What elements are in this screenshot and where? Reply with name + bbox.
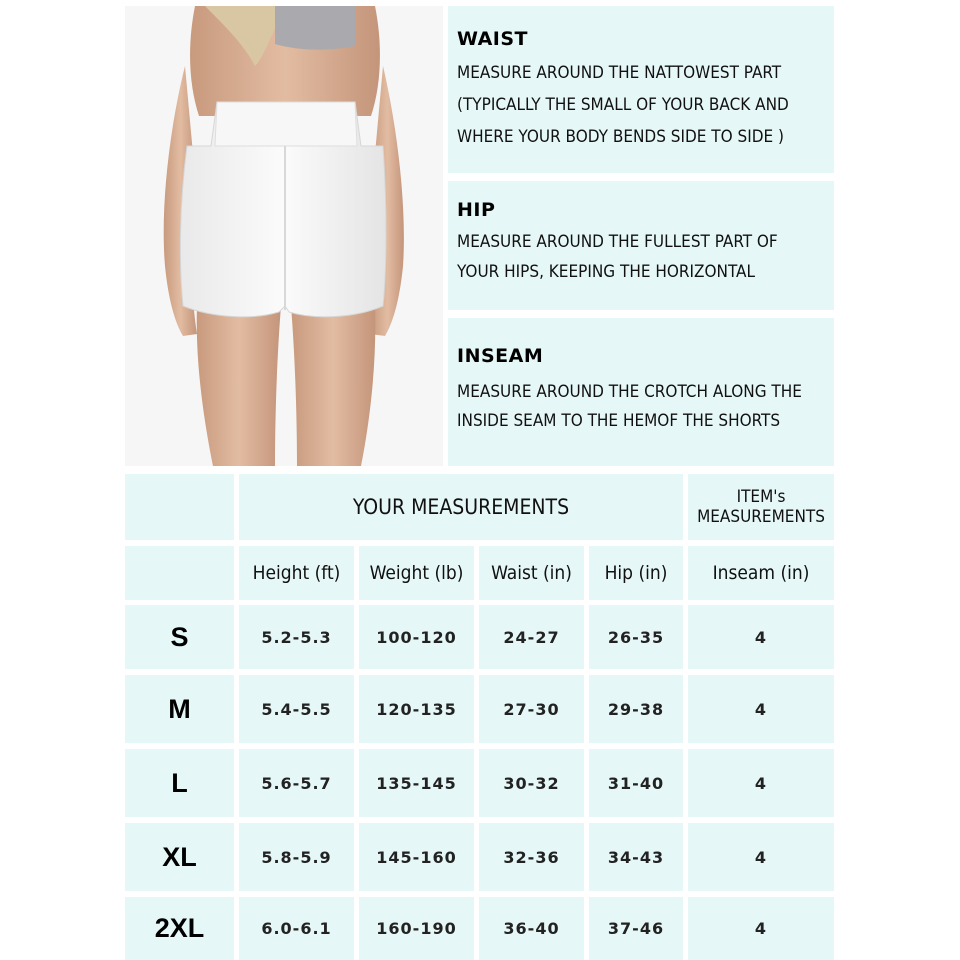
- cell-value: 135-145: [376, 773, 457, 793]
- table-cell: [589, 749, 683, 817]
- cell-value: 160-190: [376, 919, 457, 938]
- cell-value: 26-35: [607, 627, 665, 647]
- size-cell-m: [125, 675, 234, 743]
- hip-heading: HIP: [457, 199, 496, 221]
- cell-value: 5.4-5.5: [261, 699, 332, 719]
- cell-value: 5.8-5.9: [261, 847, 332, 867]
- size-label: L: [171, 767, 188, 798]
- column-header-corner-cell: [125, 546, 234, 600]
- column-header-label: Weight (lb): [369, 562, 464, 584]
- cell-value: 5.6-5.7: [261, 773, 332, 793]
- header-corner-cell: [125, 474, 234, 540]
- column-header-weight: [359, 546, 474, 600]
- size-cell-l: [125, 749, 234, 817]
- cell-value: 145-160: [376, 847, 457, 867]
- waist-heading: WAIST: [457, 28, 529, 50]
- table-cell: [239, 749, 354, 817]
- table-cell: [359, 823, 474, 891]
- group-header-label: ITEM's: [736, 487, 786, 507]
- model-wearing-shorts-illustration: [125, 6, 443, 466]
- cell-value: 34-43: [607, 847, 665, 867]
- table-cell: [239, 605, 354, 669]
- cell-value: 4: [754, 627, 768, 647]
- table-cell: [589, 675, 683, 743]
- table-cell: [359, 897, 474, 960]
- table-cell: [688, 897, 834, 960]
- size-label: S: [170, 621, 189, 652]
- table-cell: [589, 897, 683, 960]
- table-cell: [589, 823, 683, 891]
- cell-value: 4: [754, 699, 768, 719]
- column-header-inseam: [688, 546, 834, 600]
- table-cell: [688, 749, 834, 817]
- table-cell: [688, 675, 834, 743]
- table-cell: [479, 823, 584, 891]
- table-cell: [688, 605, 834, 669]
- inseam-guide-line: INSIDE SEAM TO THE HEMOF THE SHORTS: [457, 411, 781, 431]
- group-header-label: MEASUREMENTS: [697, 507, 825, 527]
- size-label: 2XL: [154, 913, 205, 943]
- table-cell: [239, 897, 354, 960]
- hip-guide-line: YOUR HIPS, KEEPING THE HORIZONTAL: [457, 262, 755, 282]
- table-cell: [479, 897, 584, 960]
- column-header-label: Waist (in): [491, 562, 572, 584]
- table-cell: [239, 823, 354, 891]
- group-header-label: YOUR MEASUREMENTS: [352, 495, 570, 519]
- inseam-guide-panel: [448, 318, 834, 466]
- size-cell-xl: [125, 823, 234, 891]
- table-cell: [359, 675, 474, 743]
- table-cell: [479, 749, 584, 817]
- table-cell: [239, 675, 354, 743]
- table-cell: [359, 749, 474, 817]
- cell-value: 4: [754, 773, 768, 793]
- column-header-label: Inseam (in): [712, 562, 810, 584]
- size-label: XL: [162, 841, 197, 872]
- product-photo: [125, 6, 443, 466]
- cell-value: 30-32: [503, 773, 560, 793]
- cell-value: 32-36: [503, 847, 560, 867]
- inseam-guide-line: MEASURE AROUND THE CROTCH ALONG THE: [457, 382, 802, 402]
- group-header-your-measurements: [239, 474, 683, 540]
- cell-value: 37-46: [607, 919, 665, 938]
- size-cell-s: [125, 605, 234, 669]
- cell-value: 4: [754, 847, 768, 867]
- table-cell: [589, 605, 683, 669]
- cell-value: 27-30: [503, 699, 560, 719]
- cell-value: 31-40: [607, 773, 665, 793]
- cell-value: 4: [754, 919, 768, 938]
- group-header-item-measurements: [688, 474, 834, 540]
- cell-value: 36-40: [503, 919, 560, 938]
- cell-value: 6.0-6.1: [261, 919, 332, 938]
- hip-guide-line: MEASURE AROUND THE FULLEST PART OF: [457, 232, 778, 252]
- size-label: M: [168, 693, 191, 724]
- table-cell: [479, 675, 584, 743]
- column-header-label: Height (ft): [252, 562, 341, 584]
- table-cell: [688, 823, 834, 891]
- waist-guide-line: WHERE YOUR BODY BENDS SIDE TO SIDE ): [457, 127, 785, 147]
- table-cell: [479, 605, 584, 669]
- cell-value: 24-27: [503, 627, 560, 647]
- column-header-height: [239, 546, 354, 600]
- column-header-label: Hip (in): [604, 562, 668, 584]
- cell-value: 120-135: [376, 699, 457, 719]
- column-header-hip: [589, 546, 683, 600]
- size-cell-2xl: [125, 897, 234, 960]
- inseam-heading: INSEAM: [457, 345, 544, 367]
- cell-value: 100-120: [376, 627, 457, 647]
- cell-value: 29-38: [607, 699, 665, 719]
- waist-guide-panel: [448, 6, 834, 173]
- waist-guide-line: MEASURE AROUND THE NATTOWEST PART: [457, 63, 782, 83]
- hip-guide-panel: [448, 181, 834, 310]
- table-cell: [359, 605, 474, 669]
- waist-guide-line: (TYPICALLY THE SMALL OF YOUR BACK AND: [457, 95, 789, 115]
- cell-value: 5.2-5.3: [261, 627, 332, 647]
- column-header-waist: [479, 546, 584, 600]
